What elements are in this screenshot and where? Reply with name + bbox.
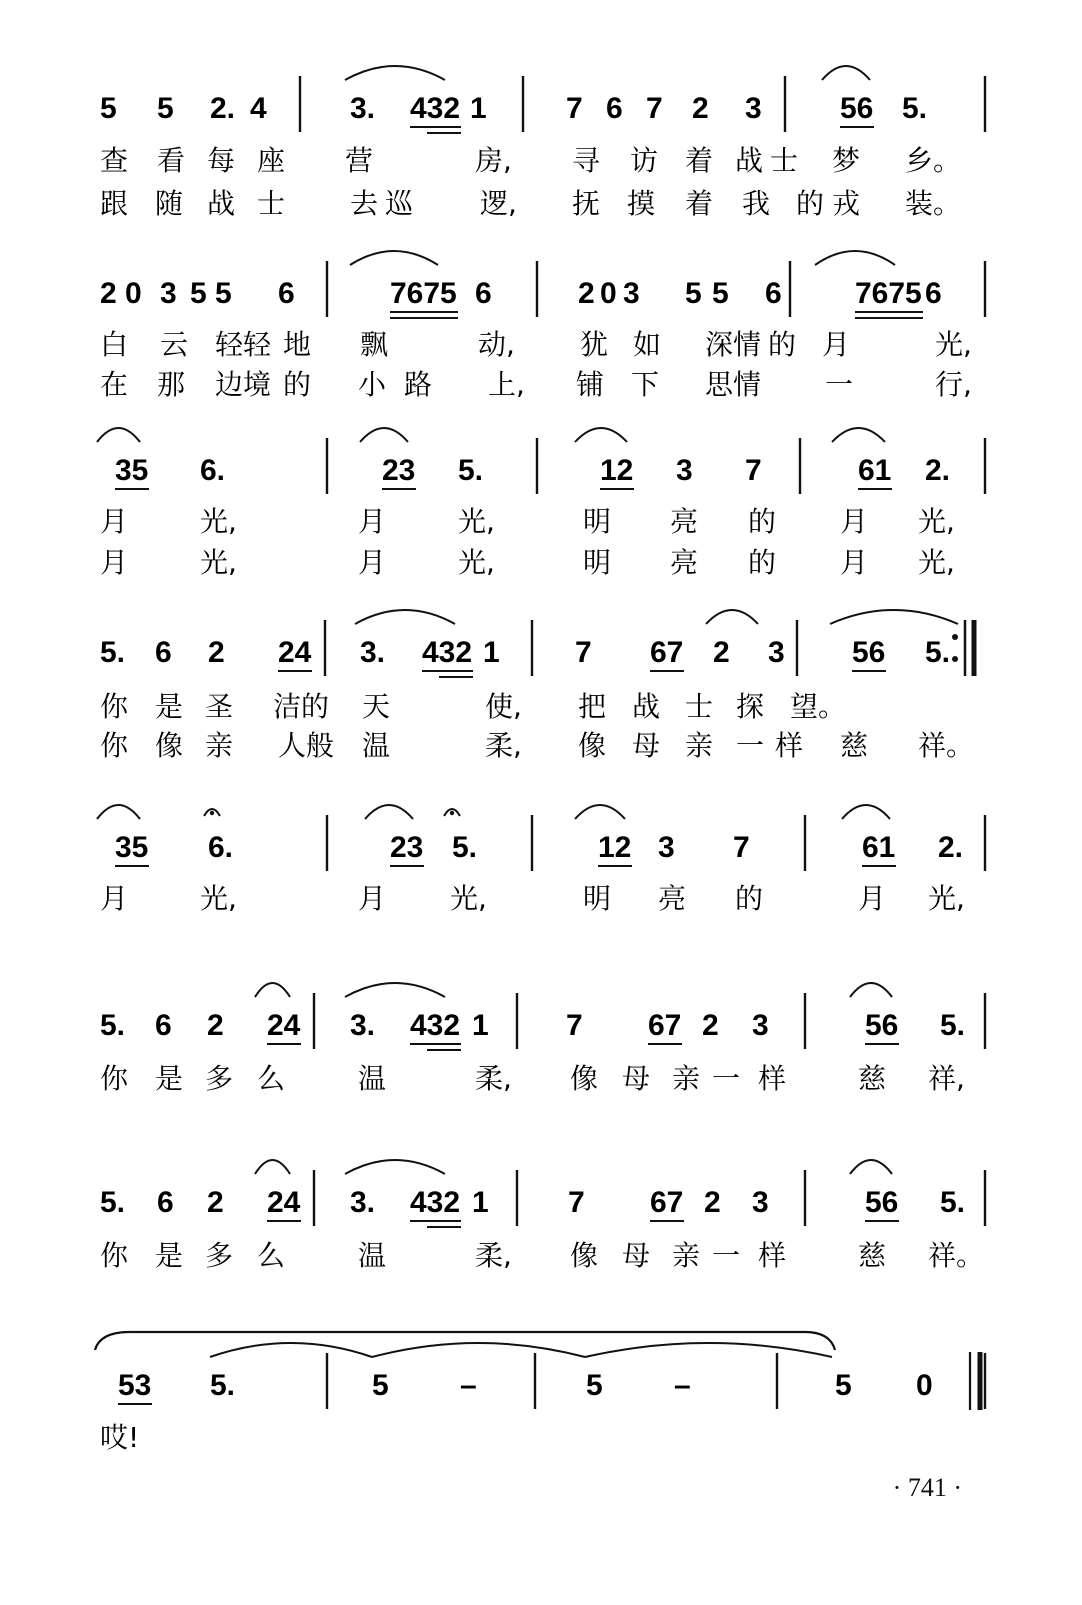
note: 2 (578, 277, 595, 310)
lyric-syllable: 访 (630, 144, 659, 177)
note: 0 (600, 277, 617, 310)
lyric-syllable: 是 (155, 1062, 184, 1095)
lyric-syllable: 摸 (627, 187, 656, 220)
note: 7 (646, 92, 663, 125)
lyric-syllable: 寻 (572, 144, 601, 177)
slur (210, 1343, 372, 1357)
note: 2 (702, 1009, 719, 1042)
note: 12 (598, 831, 632, 864)
note: 6. (200, 454, 226, 487)
slur (830, 610, 958, 624)
lyric-syllable: 那 (157, 368, 186, 401)
lyric-syllable: 的 (735, 882, 764, 915)
lyric-syllable: 亮 (670, 505, 699, 538)
lyric-syllable: 路 (404, 368, 433, 401)
note: 61 (858, 454, 892, 487)
lyric-syllable: 么 (257, 1239, 286, 1272)
slur (255, 983, 290, 997)
lyric-syllable: 跟 (100, 187, 129, 220)
note: 6. (208, 831, 234, 864)
lyric-syllable: 光, (450, 882, 487, 915)
note: 53 (118, 1369, 152, 1402)
note: 5. (925, 636, 951, 669)
lyric-syllable: 的 (748, 505, 777, 538)
lyric-syllable: 在 (100, 368, 129, 401)
lyric-syllable: 士 (770, 144, 799, 177)
note: 432 (422, 636, 473, 669)
lyric-syllable: 犹 (580, 328, 609, 361)
lyric-syllable: 你 (100, 1239, 129, 1272)
note: 24 (278, 636, 312, 669)
note: 3 (623, 277, 640, 310)
lyric-syllable: 亲 (672, 1239, 701, 1272)
lyric-syllable: 祥, (928, 1062, 965, 1095)
lyric-syllable: 光, (918, 546, 955, 579)
lyric-syllable: 像 (155, 729, 184, 762)
lyric-syllable: 光, (200, 546, 237, 579)
lyric-syllable: 慈 (840, 729, 869, 762)
note: 6 (155, 1009, 172, 1042)
lyric-syllable: 巡 (385, 187, 414, 220)
fermata-dot (450, 811, 454, 815)
lyric-syllable: 铺 (576, 368, 605, 401)
lyric-syllable: 飘 (360, 328, 389, 361)
slur (842, 805, 890, 819)
lyric-syllable: 亲 (205, 729, 234, 762)
note: 5 (100, 92, 117, 125)
note: 3. (350, 92, 376, 125)
note: 67 (650, 636, 684, 669)
lyric-syllable: 士 (257, 187, 286, 220)
note: 3 (658, 831, 675, 864)
note: 24 (267, 1009, 301, 1042)
note: – (460, 1369, 477, 1402)
lyric-syllable: 梦 (832, 144, 861, 177)
lyric-syllable: 祥。 (918, 729, 975, 762)
lyric-syllable: 祥。 (928, 1239, 985, 1272)
note: 3 (752, 1186, 769, 1219)
lyric-syllable: 白 (100, 328, 129, 361)
lyric-syllable: 装。 (905, 187, 962, 220)
note: 6 (765, 277, 782, 310)
note: 35 (115, 454, 149, 487)
lyric-syllable: 的 (283, 368, 312, 401)
lyric-syllable: 乡。 (905, 144, 962, 177)
lyric-syllable: 慈 (858, 1062, 887, 1095)
slur (345, 1160, 445, 1174)
lyric-syllable: 动, (478, 328, 515, 361)
lyric-syllable: 柔, (485, 729, 522, 762)
lyric-syllable: 的 (796, 187, 825, 220)
lyric-syllable: 房, (475, 144, 512, 177)
note: 0 (916, 1369, 933, 1402)
lyric-syllable: 一 (712, 1239, 741, 1272)
note: 432 (410, 1009, 461, 1042)
lyric-syllable: 的 (768, 328, 797, 361)
note: 5. (940, 1009, 966, 1042)
lyric-syllable: 月 (358, 505, 387, 538)
slur (350, 251, 438, 265)
slur (355, 610, 455, 624)
lyric-syllable: 样 (758, 1239, 787, 1272)
lyric-syllable: 云 (160, 328, 189, 361)
lyric-syllable: 月 (100, 546, 129, 579)
lyric-syllable: 抚 (572, 187, 601, 220)
slur (372, 1343, 585, 1357)
note: 3 (745, 92, 762, 125)
lyric-syllable: 行, (935, 368, 972, 401)
lyric-syllable: 士 (685, 690, 714, 723)
lyric-syllable: 月 (358, 882, 387, 915)
fermata-dot (210, 811, 214, 815)
lyric-syllable: 光, (928, 882, 965, 915)
lyric-syllable: 思情 (705, 368, 762, 401)
lyric-syllable: 光, (918, 505, 955, 538)
slur (585, 1343, 832, 1357)
note: 2. (938, 831, 964, 864)
lyric-syllable: 深情 (705, 328, 762, 361)
lyric-syllable: 使, (485, 690, 522, 723)
lyric-syllable: 我 (742, 187, 771, 220)
lyric-syllable: 光, (458, 546, 495, 579)
slur (97, 805, 140, 819)
note: 2. (925, 454, 951, 487)
note: 56 (852, 636, 886, 669)
note: 12 (600, 454, 634, 487)
lyric-syllable: 你 (100, 690, 129, 723)
slur (365, 805, 413, 819)
lyric-syllable: 母 (622, 1239, 651, 1272)
note: 2 (100, 277, 117, 310)
lyric-syllable: 亲 (672, 1062, 701, 1095)
lyric-syllable: 像 (570, 1239, 599, 1272)
lyric-syllable: 洁的 (273, 690, 330, 723)
lyric-syllable: 像 (570, 1062, 599, 1095)
note: 432 (410, 1186, 461, 1219)
note: 7 (733, 831, 750, 864)
lyric-syllable: 的 (748, 546, 777, 579)
note: 5. (458, 454, 484, 487)
repeat-dot (952, 656, 958, 662)
note: 2 (208, 636, 225, 669)
note: 3. (350, 1009, 376, 1042)
note: 23 (390, 831, 424, 864)
lyric-syllable: 明 (583, 546, 612, 579)
slur (815, 251, 895, 265)
note: 5 (372, 1369, 389, 1402)
note: 2 (207, 1186, 224, 1219)
page-number: · 741 · (892, 1473, 962, 1502)
lyric-syllable: 戎 (832, 187, 861, 220)
lyric-syllable: 柔, (475, 1062, 512, 1095)
note: 5. (210, 1369, 236, 1402)
lyric-syllable: 多 (205, 1062, 234, 1095)
note: 6 (925, 277, 942, 310)
lyric-syllable: 月 (100, 505, 129, 538)
lyric-syllable: 看 (157, 144, 186, 177)
note: 6 (157, 1186, 174, 1219)
note: 6 (606, 92, 623, 125)
lyric-syllable: 样 (775, 729, 804, 762)
repeat-dot (952, 634, 958, 640)
note: 5 (157, 92, 174, 125)
lyric-syllable: 每 (207, 144, 236, 177)
note: 2 (713, 636, 730, 669)
note: 35 (115, 831, 149, 864)
lyric-syllable: 明 (583, 505, 612, 538)
note: 5 (685, 277, 702, 310)
lyric-syllable: 逻, (480, 187, 517, 220)
note: 5. (902, 92, 928, 125)
note: 5 (215, 277, 232, 310)
lyric-syllable: 随 (155, 187, 184, 220)
note: 5. (100, 636, 126, 669)
lyric-syllable: 光, (935, 328, 972, 361)
lyric-syllable: 温 (358, 1239, 387, 1272)
lyric-syllable: 查 (100, 144, 129, 177)
lyric-syllable: 温 (362, 729, 391, 762)
lyric-syllable: 月 (840, 546, 869, 579)
lyric-syllable: 光, (200, 882, 237, 915)
lyric-syllable: 圣 (205, 690, 234, 723)
slur (345, 66, 445, 80)
note: 3 (160, 277, 177, 310)
lyric-syllable: 多 (205, 1239, 234, 1272)
lyric-syllable: 一 (712, 1062, 741, 1095)
note: 1 (483, 636, 500, 669)
note: 2. (210, 92, 236, 125)
note: 2 (704, 1186, 721, 1219)
lyric-syllable: 明 (583, 882, 612, 915)
lyric-syllable: 小 (358, 368, 387, 401)
lyric-syllable: 亲 (685, 729, 714, 762)
lyric-syllable: 你 (100, 1062, 129, 1095)
lyric-syllable: 一 (736, 729, 765, 762)
note: 5 (835, 1369, 852, 1402)
note: 7675 (855, 277, 922, 310)
lyric-syllable: 柔, (475, 1239, 512, 1272)
lyric-syllable: 天 (362, 690, 391, 723)
lyric-syllable: 母 (622, 1062, 651, 1095)
note: 2 (207, 1009, 224, 1042)
note: 7 (566, 92, 583, 125)
note: 4 (250, 92, 267, 125)
note: – (674, 1369, 691, 1402)
lyric-syllable: 着 (685, 187, 714, 220)
lyric-syllable: 亮 (670, 546, 699, 579)
lyric-syllable: 一 (825, 368, 854, 401)
slur (850, 983, 892, 997)
lyric-syllable: 月 (858, 882, 887, 915)
note: 67 (648, 1009, 682, 1042)
slur (345, 983, 445, 997)
note: 7 (575, 636, 592, 669)
note: 1 (472, 1009, 489, 1042)
note: 7 (568, 1186, 585, 1219)
lyric-syllable: 慈 (858, 1239, 887, 1272)
lyric-syllable: 样 (758, 1062, 787, 1095)
note: 24 (267, 1186, 301, 1219)
lyric-syllable: 月 (840, 505, 869, 538)
note: 5. (100, 1186, 126, 1219)
note: 5. (100, 1009, 126, 1042)
lyric-syllable: 光, (458, 505, 495, 538)
note: 3 (752, 1009, 769, 1042)
lyric-syllable: 着 (685, 144, 714, 177)
note: 56 (840, 92, 874, 125)
lyric-syllable: 你 (100, 729, 129, 762)
lyric-syllable: 营 (345, 144, 374, 177)
note: 3 (676, 454, 693, 487)
note: 3. (360, 636, 386, 669)
note: 6 (278, 277, 295, 310)
phrase-slur (95, 1332, 835, 1350)
lyric-syllable: 地 (283, 328, 312, 361)
lyric-syllable: 月 (822, 328, 851, 361)
lyric-syllable: 是 (155, 690, 184, 723)
lyric-syllable: 战 (735, 144, 764, 177)
lyric-syllable: 战 (632, 690, 661, 723)
lyric-syllable: 哎! (100, 1421, 140, 1454)
note: 6 (155, 636, 172, 669)
note: 5 (712, 277, 729, 310)
lyric-syllable: 温 (358, 1062, 387, 1095)
slur (97, 428, 140, 442)
note: 56 (865, 1009, 899, 1042)
lyric-syllable: 座 (257, 144, 286, 177)
note: 61 (862, 831, 896, 864)
note: 1 (470, 92, 487, 125)
slur (832, 428, 885, 442)
lyric-syllable: 人般 (278, 729, 335, 762)
slur (255, 1160, 290, 1174)
note: 56 (865, 1186, 899, 1219)
lyric-syllable: 母 (632, 729, 661, 762)
lyric-syllable: 如 (633, 328, 662, 361)
lyric-syllable: 望。 (790, 690, 847, 723)
note: 67 (650, 1186, 684, 1219)
note: 7675 (390, 277, 457, 310)
lyric-syllable: 战 (207, 187, 236, 220)
lyric-syllable: 探 (736, 690, 765, 723)
note: 3. (350, 1186, 376, 1219)
slur (706, 610, 758, 624)
note: 2 (692, 92, 709, 125)
lyric-syllable: 月 (100, 882, 129, 915)
note: 5. (452, 831, 478, 864)
lyric-syllable: 轻轻 (215, 328, 272, 361)
note: 6 (475, 277, 492, 310)
note: 5 (586, 1369, 603, 1402)
lyric-syllable: 像 (578, 729, 607, 762)
lyric-syllable: 边境 (215, 368, 272, 401)
lyric-syllable: 亮 (658, 882, 687, 915)
lyric-syllable: 下 (631, 368, 660, 401)
note: 3 (768, 636, 785, 669)
lyric-syllable: 月 (358, 546, 387, 579)
slur (575, 805, 625, 819)
lyric-syllable: 是 (155, 1239, 184, 1272)
note: 1 (472, 1186, 489, 1219)
note: 7 (566, 1009, 583, 1042)
note: 5. (940, 1186, 966, 1219)
slur (822, 66, 870, 80)
lyric-syllable: 么 (257, 1062, 286, 1095)
note: 23 (382, 454, 416, 487)
note: 0 (125, 277, 142, 310)
slur (575, 428, 627, 442)
note: 432 (410, 92, 461, 125)
slur (360, 428, 408, 442)
lyric-syllable: 去 (350, 187, 379, 220)
lyric-syllable: 上, (488, 368, 525, 401)
note: 7 (745, 454, 762, 487)
slur (850, 1160, 892, 1174)
lyric-syllable: 光, (200, 505, 237, 538)
lyric-syllable: 把 (578, 690, 607, 723)
note: 5 (190, 277, 207, 310)
